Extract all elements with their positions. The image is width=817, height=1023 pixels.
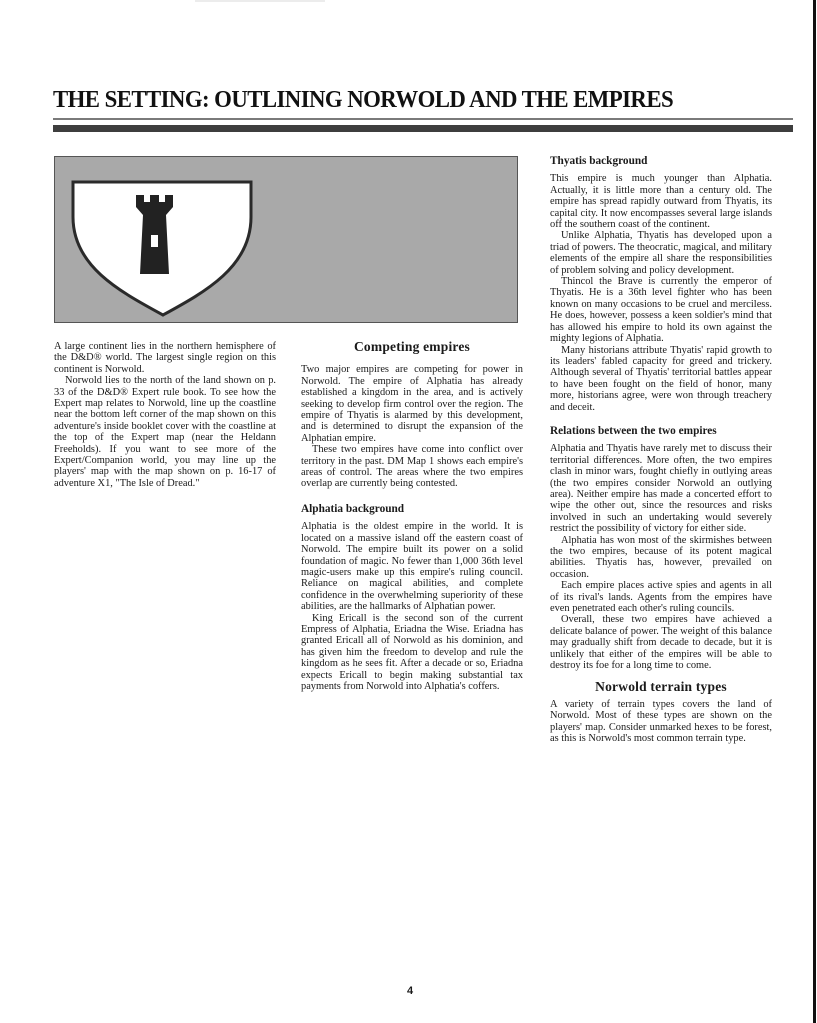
relations-paragraph-1: Alphatia and Thyatis have rarely met to discuss their territorial differences. More often, the two empires clash in minor wars, fought chiefly in outlying areas (the two empires consider Norwold an outlying area). Neither empire has made a concerted effort to wipe the other out, since the resources and risks involved in such an undertaking would severely restrict the possibility of victory for either side.: [550, 443, 772, 535]
page-title: THE SETTING: OUTLINING NORWOLD AND THE EMPIRES: [53, 86, 674, 113]
thyatis-paragraph-2: Unlike Alphatia, Thyatis has developed upon a triad of powers. The theocratic, magical, and military elements of the empire all share the responsibilities of problem solving and policy development.: [550, 230, 772, 276]
terrain-paragraph-1: A variety of terrain types covers the land of Norwold. Most of these types are shown on the players' map. Consider unmarked hexes to be forest, as this is Norwold's most common terrain type.: [550, 698, 772, 745]
section-heading-alphatia: Alphatia background: [301, 502, 405, 515]
title-rule-thick: [53, 125, 793, 132]
shield-illustration: [54, 156, 518, 323]
intro-paragraph-1: A large continent lies in the northern hemisphere of the D&D® world. The largest single region on this continent is Norwold.: [54, 341, 276, 375]
competing-paragraph-2: These two empires have come into conflict over territory in the past. DM Map 1 shows each empire's areas of control. The areas where the two empires overlap are currently being contested.: [301, 444, 523, 490]
section-heading-terrain: Norwold terrain types: [595, 679, 727, 695]
scan-artifact: [195, 0, 325, 2]
page-edge-border: [813, 0, 816, 1023]
title-rule-thin: [53, 118, 793, 120]
section-heading-competing-empires: Competing empires: [353, 339, 470, 354]
thyatis-paragraph-4: Many historians attribute Thyatis' rapid growth to its leaders' fabled capacity for greed and trickery. Although several of Thyatis' territorial battles appear to have been fought on the field of honor, many more, historians agree, were won through treachery and deceit.: [550, 344, 772, 413]
alphatia-paragraph-1: Alphatia is the oldest empire in the world. It is located on a massive island off the eastern coast of Norwold. The empire built its power on a solid foundation of magic. No fewer than 1,000 36th level magic-users make up this empire's ruling council. Reliance on magical abilities, and complete confidence in the overwhelming superiority of these abilities, are the hallmarks of Alphatian power.: [301, 521, 523, 613]
alphatia-paragraph-2: King Ericall is the second son of the current Empress of Alphatia, Eriadna the Wise. Eriadna has granted Ericall all of Norwold as his dominion, and has given him the freedom to develop and rule the kingdom as he sees fit. After a decade or so, Eriadna expects Ericall to begin making substantial tax payments from Norwold into Alphatia's coffers.: [301, 612, 523, 692]
section-heading-relations: Relations between the two empires: [550, 424, 717, 437]
competing-paragraph-1: Two major empires are competing for power in Norwold. The empire of Alphatia has already established a kingdom in the area, and is actively seeking to develop firm control over the region. The empire of Thyatis is alarmed by this development, and is determined to disrupt the expansion of the Alphatian empire.: [301, 364, 523, 444]
page-number: 4: [407, 985, 414, 997]
column-thyatis-relations: [550, 156, 772, 745]
intro-paragraph-2: Norwold lies to the north of the land shown on p. 33 of the D&D® Expert rule book. To see how the Expert map relates to Norwold, line up the coastline near the bottom left corner of the map shown on this adventure's inside booklet cover with the coastline at the top of the Expert map (near the Heldann Freeholds). If you want to see more of the Expert/Companion world, you may line up the players' map with the map shown on p. 16-17 of adventure X1, "The Isle of Dread.": [54, 375, 276, 489]
thyatis-paragraph-1: This empire is much younger than Alphatia. Actually, it is little more than a century old. The empire has spread rapidly outward from Thyatis, its capital city. It now encompasses several large islands off the southern coast of the continent.: [550, 173, 772, 231]
relations-paragraph-4: Overall, these two empires have achieved a delicate balance of power. The weight of this balance may gradually shift from decade to decade, but it is unlikely that either of the empires will be able to destroy its foe for a long time to come.: [550, 614, 772, 672]
column-intro: [54, 341, 276, 489]
relations-paragraph-2: Alphatia has won most of the skirmishes between the two empires, because of its potent magical abilities. Thyatis has, however, prevailed on occasion.: [550, 534, 772, 580]
relations-paragraph-3: Each empire places active spies and agents in all of its rival's lands. Agents from the empires have even penetrated each other's ruling councils.: [550, 580, 772, 615]
column-empires: [301, 341, 523, 692]
thyatis-paragraph-3: Thincol the Brave is currently the emperor of Thyatis. He is a 36th level fighter who has been known on many occasions to be cruel and merciless. He does, however, possess a keen soldier's mind that has allowed his empire to hold its own against the mighty legions of Alphatia.: [550, 276, 772, 345]
section-heading-thyatis: Thyatis background: [550, 155, 648, 167]
shield-tower-icon: [55, 157, 517, 322]
